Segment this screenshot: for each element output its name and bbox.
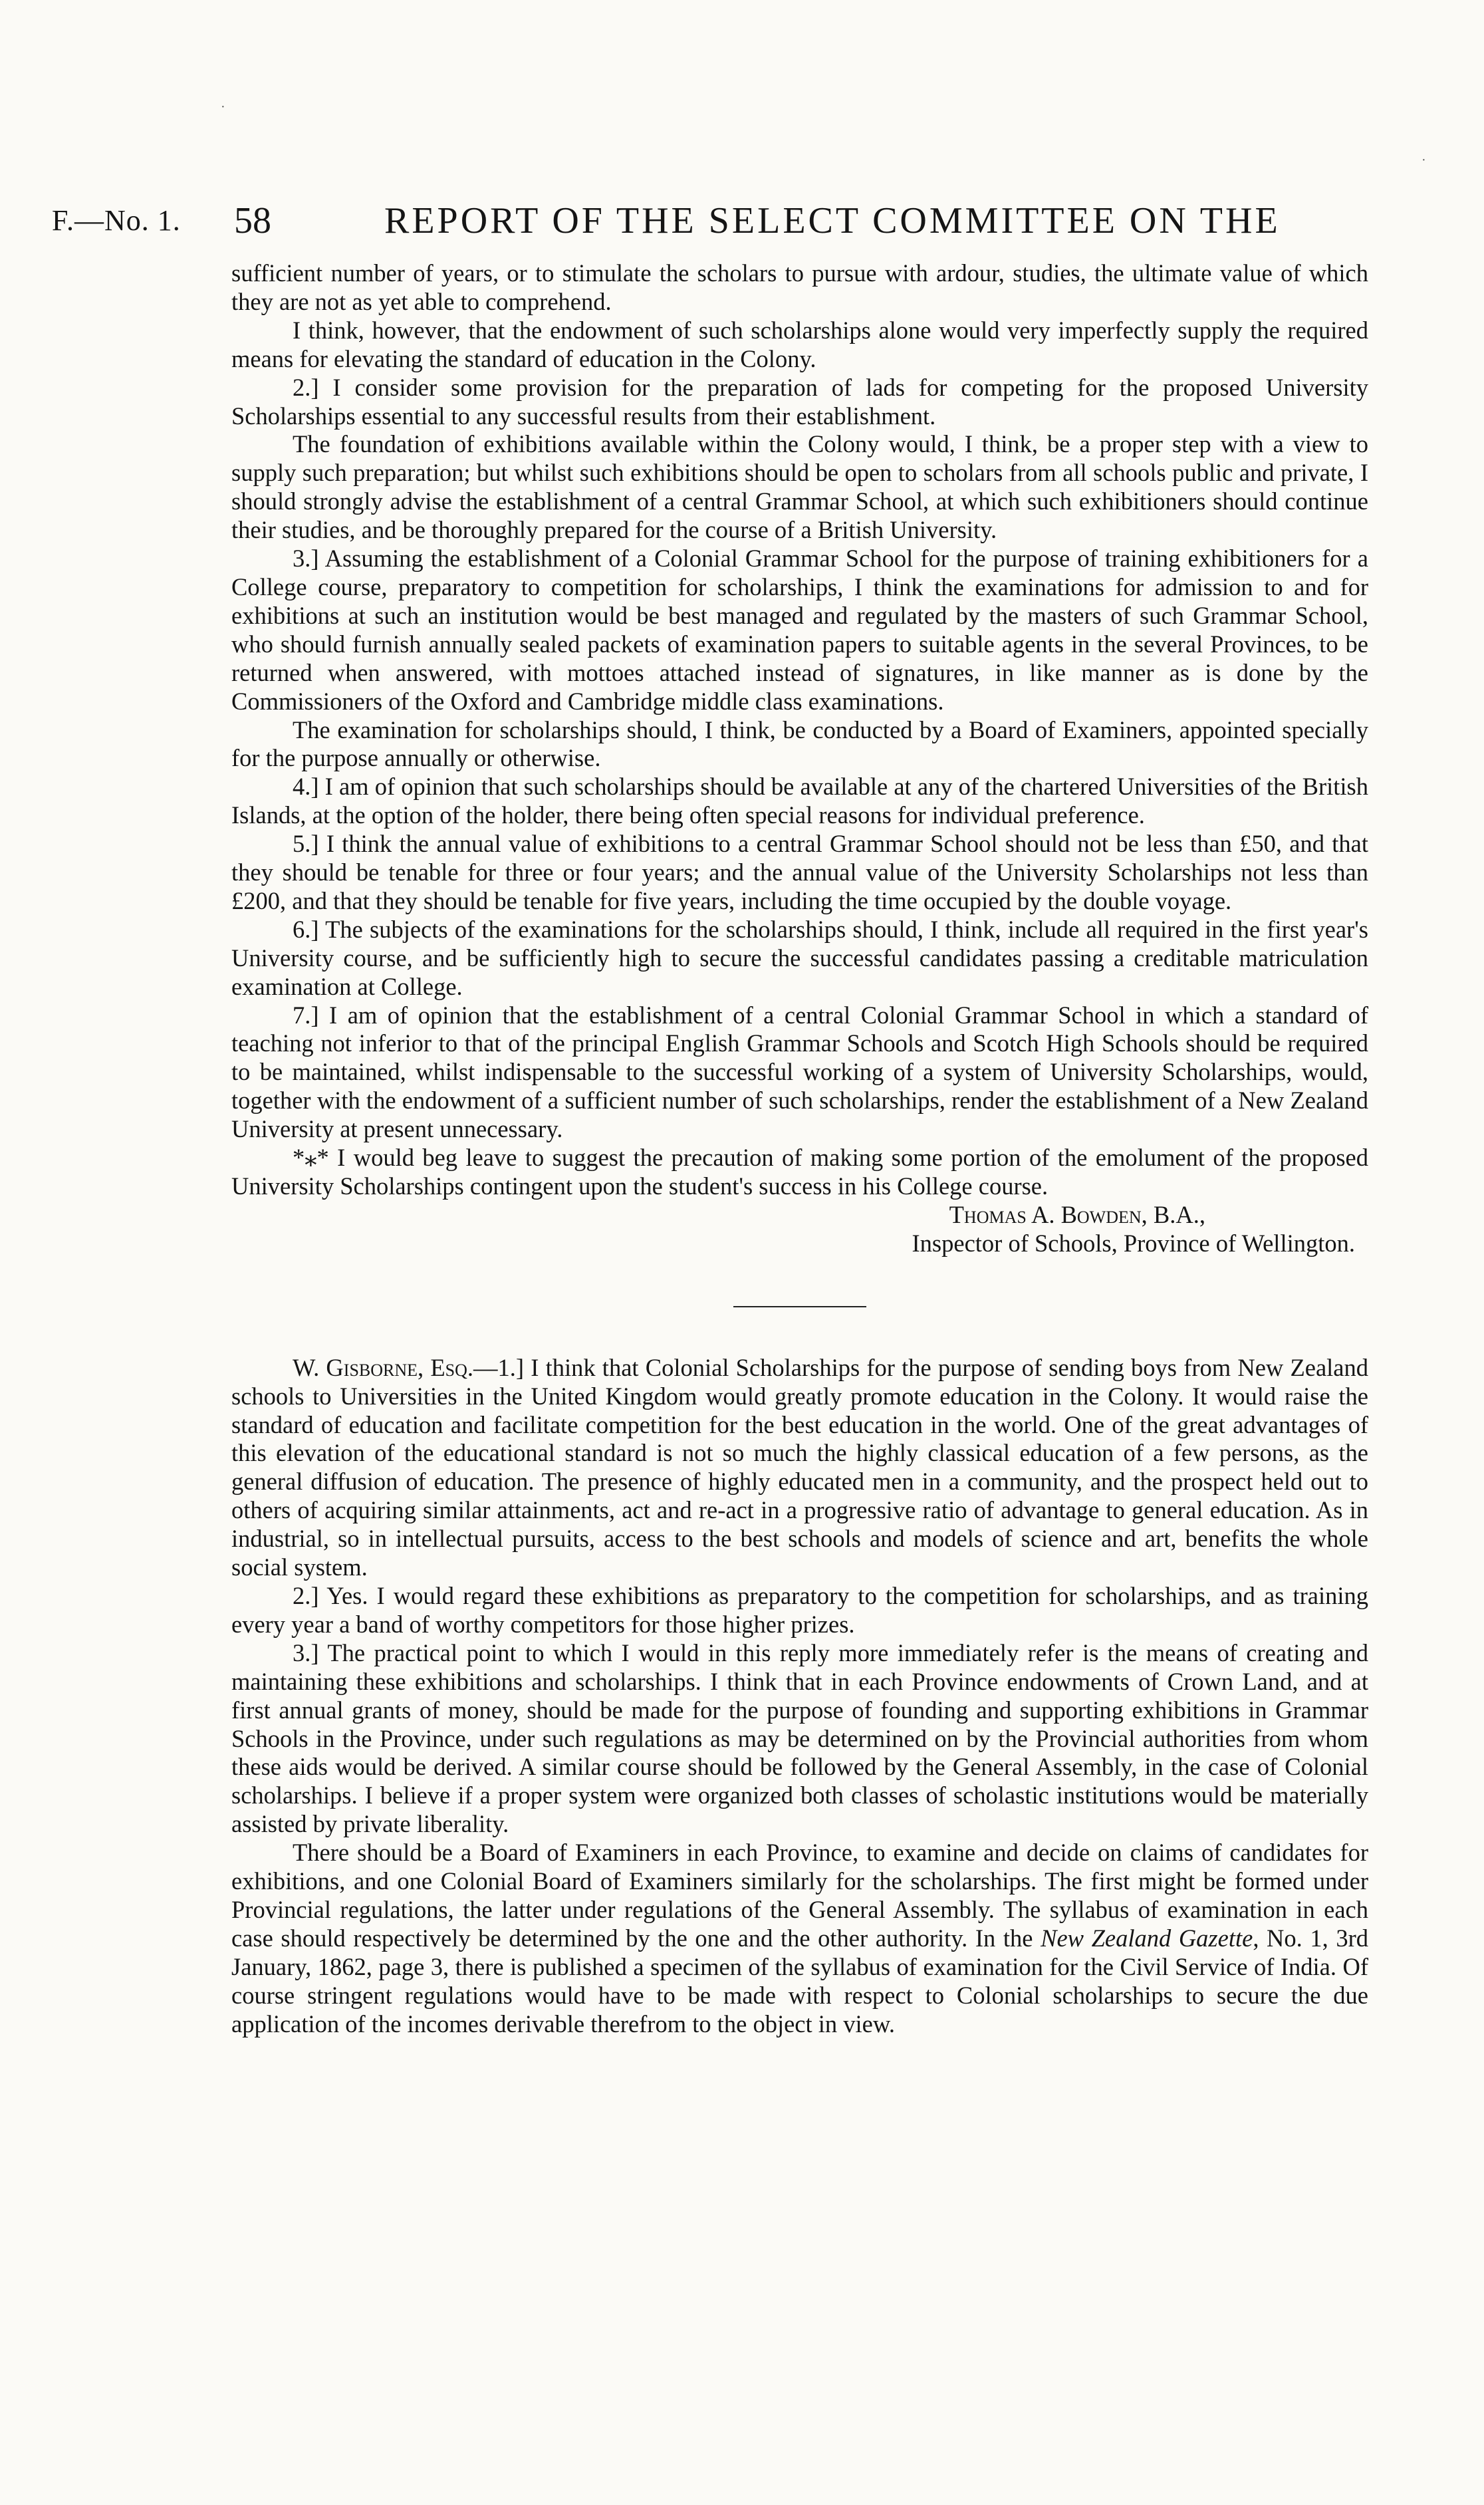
speaker-name: W. Gisborne, Esq.	[293, 1353, 473, 1381]
paragraph: *⁎* I would beg leave to suggest the precaution of making some portion of the emolument of the proposed University Scholarships contingent upon the student's success in his College course.	[231, 1144, 1368, 1200]
paragraph: The examination for scholarships should, I think, be conducted by a Board of Examiners, appointed specially for the purpose annually or otherwise.	[231, 716, 1368, 772]
signatory-name: Thomas A. Bowden, B.A.,	[949, 1200, 1205, 1228]
publication-title: New Zealand Gazette	[1041, 1924, 1253, 1952]
paragraph: 4.] I am of opinion that such scholarships should be available at any of the chartered Universities of the British Islands, at the option of the holder, there being often special reasons for individual preference.	[231, 773, 1368, 829]
page-header	[0, 199, 1484, 253]
paragraph	[231, 1839, 1368, 2038]
paragraph: 5.] I think the annual value of exhibitions to a central Grammar School should not be less than £50, and that they should be tenable for three or four years; and the annual value of the University Scholarships not less than £200, and that they should be tenable for five years, including the time occupied by the double voyage.	[231, 830, 1368, 914]
paragraph: 6.] The subjects of the examinations for the scholarships should, I think, include all required in the first year's University course, and be sufficiently high to secure the successful candidates passing a creditable matriculation examination at College.	[231, 915, 1368, 1000]
signatory-title: Inspector of Schools, Province of Wellington.	[912, 1229, 1355, 1257]
body-text	[231, 259, 1368, 2038]
paragraph-text: —1.] I think that Colonial Scholarships for the purpose of sending boys from New Zealand schools to Universities in the United Kingdom would greatly promote education in the Colony. It would raise the standard of education and facilitate competition for the best education in the world. One of the great advantages of this elevation of the educational standard is not so much the highly classical education of a few persons, as the general diffusion of education. The presence of highly educated men in a community, and the prospect held out to others of acquiring similar attainments, act and re-act in a progressive ratio of advantage to general education. As in industrial, so in intellectual pursuits, access to the best schools and models of science and art, benefits the whole social system.	[231, 1353, 1368, 1581]
running-title: REPORT OF THE SELECT COMMITTEE ON THE	[384, 200, 1281, 241]
paragraph-text: , No. 1, 3rd January, 1862, page 3, there is published a specimen of the syllabus of examination for the Civil Service of India. Of course stringent regulations would have to be made with respect to Colonial scholarships to secure the due application of the incomes derivable therefrom to the object in view.	[231, 1924, 1369, 2038]
page-number: 58	[234, 200, 271, 241]
scan-mark: ·	[221, 100, 225, 114]
paragraph: 2.] I consider some provision for the preparation of lads for competing for the proposed University Scholarships essential to any successful results from their establishment.	[231, 373, 1368, 430]
paragraph: 2.] Yes. I would regard these exhibitions as preparatory to the competition for scholarships, and as training every year a band of worthy competitors for those higher prizes.	[231, 1581, 1368, 1638]
document-code: F.—No. 1.	[52, 204, 181, 237]
paragraph: I think, however, that the endowment of such scholarships alone would very imperfectly supply the required means for elevating the standard of education in the Colony.	[231, 316, 1368, 372]
paragraph	[231, 1354, 1368, 1582]
scan-mark: ·	[1422, 153, 1426, 168]
paragraph: 3.] The practical point to which I would in this reply more immediately refer is the means of creating and maintaining these exhibitions and scholarships. I think that in each Province endowments of Crown Land, and at first annual grants of money, should be made for the purpose of founding and supporting exhibitions in Grammar Schools in the Province, under such regulations as may be determined on by the Provincial authorities from whom these aids would be derived. A similar course should be followed by the General Assembly, in the case of Colonial scholarships. I believe if a proper system were organized both classes of scholastic institutions would be materially assisted by private liberality.	[231, 1639, 1368, 1838]
paragraph: 3.] Assuming the establishment of a Colonial Grammar School for the purpose of training exhibitioners for a College course, preparatory to competition for scholarships, I think the examinations for admission to and for exhibitions at such an institution would be best managed and regulated by the masters of such Grammar School, who should furnish annually sealed packets of examination papers to suitable agents in the several Provinces, to be returned when answered, with mottoes attached instead of signatures, in like manner as is done by the Commissioners of the Oxford and Cambridge middle class examinations.	[231, 545, 1368, 715]
paragraph: The foundation of exhibitions available within the Colony would, I think, be a proper step with a view to supply such preparation; but whilst such exhibitions should be open to scholars from all schools public and private, I should strongly advise the establishment of a central Grammar School, at which such exhibitioners should continue their studies, and be thoroughly prepared for the course of a British University.	[231, 430, 1368, 544]
section-divider	[733, 1306, 866, 1307]
paragraph-text: There should be a Board of Examiners in each Province, to examine and decide on claims of candidates for exhibitions, and one Colonial Board of Examiners similarly for the scholarships. The first might be formed under Provincial regulations, the latter under regulations of the General Assembly. The syllabus of examination in each case should respectively be determined by the one and the other authority. In the	[231, 1839, 1368, 1952]
signature-block	[231, 1201, 1368, 1258]
paragraph: sufficient number of years, or to stimulate the scholars to pursue with ardour, studies, the ultimate value of which they are not as yet able to comprehend.	[231, 259, 1368, 315]
paragraph: 7.] I am of opinion that the establishment of a central Colonial Grammar School in which a standard of teaching not inferior to that of the principal English Grammar Schools and Scotch High Schools should be required to be maintained, whilst indispensable to the successful working of a system of University Scholarships, would, together with the endowment of a sufficient number of such scholarships, render the establishment of a New Zealand University at present unnecessary.	[231, 1001, 1368, 1143]
